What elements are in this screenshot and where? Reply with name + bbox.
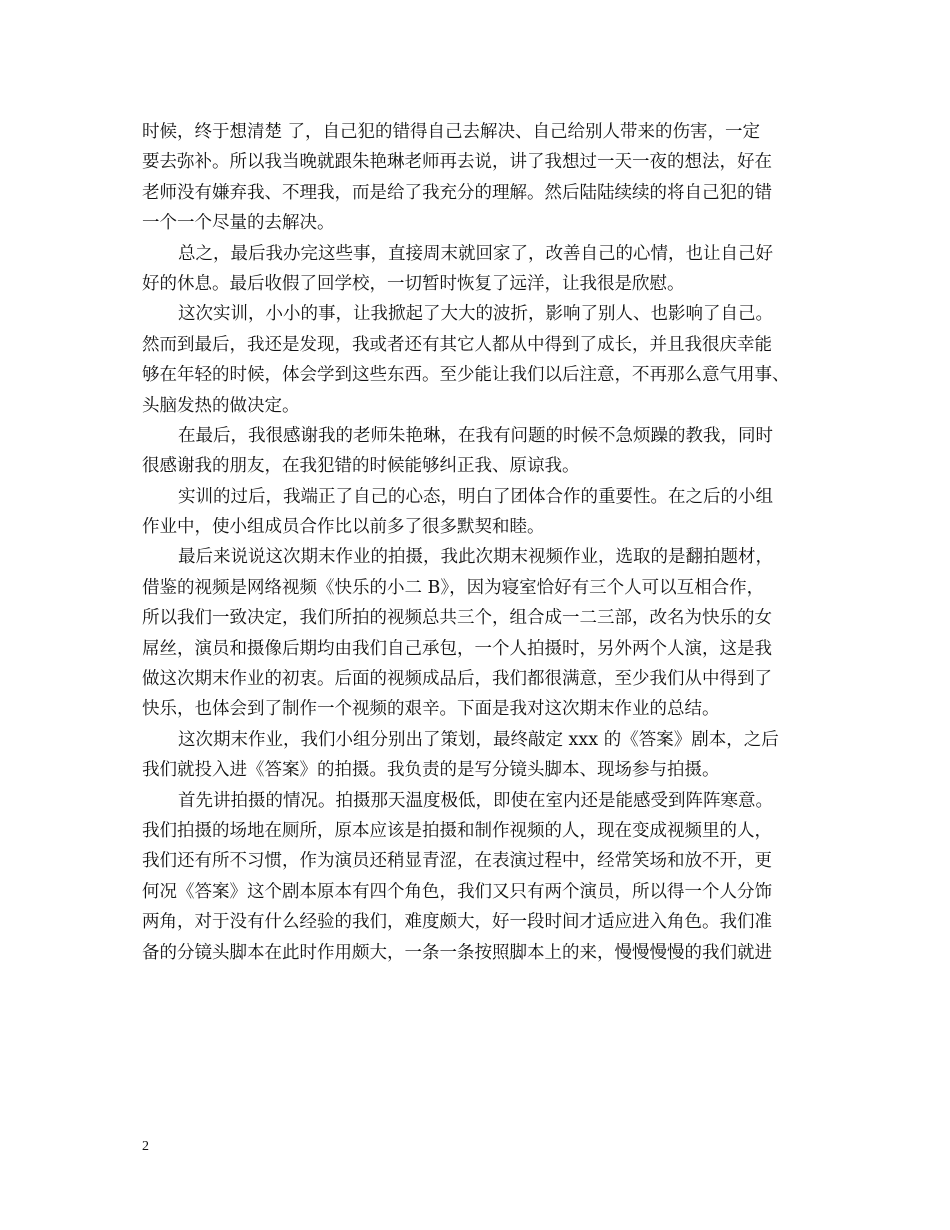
text-line: 我们拍摄的场地在厕所，原本应该是拍摄和制作视频的人，现在变成视频里的人， [142, 820, 772, 841]
text-line: 很感谢我的朋友，在我犯错的时候能够纠正我、原谅我。 [142, 456, 580, 477]
text-line: 够在年轻的时候，体会学到这些东西。至少能让我们以后注意，不再那么意气用事、 [142, 365, 790, 386]
text-line: 实训的过后，我端正了自己的心态，明白了团体合作的重要性。在之后的小组 [178, 486, 773, 507]
body-text [142, 117, 812, 968]
text-line: 这次实训，小小的事，让我掀起了大大的波折，影响了别人、也影响了自己。 [178, 304, 773, 325]
text-line: 做这次期末作业的初衷。后面的视频成品后，我们都很满意，至少我们从中得到了 [142, 669, 772, 690]
text-line: 头脑发热的做决定。 [142, 395, 300, 416]
text-line: 屌丝，演员和摄像后期均由我们自己承包，一个人拍摄时，另外两个人演，这是我 [142, 638, 772, 659]
text-line: 这次期末作业，我们小组分别出了策划，最终敲定 xxx 的《答案》剧本，之后 [178, 729, 779, 750]
text-line: 两角，对于没有什么经验的我们，难度颇大，好一段时间才适应进入角色。我们准 [142, 912, 772, 933]
text-line: 总之，最后我办完这些事，直接周末就回家了，改善自己的心情，也让自己好 [178, 243, 773, 264]
text-line: 我们就投入进《答案》的拍摄。我负责的是写分镜头脚本、现场参与拍摄。 [142, 760, 720, 781]
text-line: 所以我们一致决定，我们所拍的视频总共三个，组合成一二三部，改名为快乐的女 [142, 608, 772, 629]
text-line: 备的分镜头脚本在此时作用颇大，一条一条按照脚本上的来，慢慢慢慢的我们就进 [142, 942, 772, 963]
text-line: 我们还有所不习惯，作为演员还稍显青涩，在表演过程中，经常笑场和放不开，更 [142, 851, 772, 872]
text-line: 老师没有嫌弃我、不理我，而是给了我充分的理解。然后陆陆续续的将自己犯的错 [142, 182, 772, 203]
text-line: 好的休息。最后收假了回学校，一切暂时恢复了远洋，让我很是欣慰。 [142, 273, 685, 294]
text-line: 何况《答案》这个剧本原本有四个角色，我们又只有两个演员，所以得一个人分饰 [142, 881, 772, 902]
text-line: 在最后，我很感谢我的老师朱艳琳，在我有问题的时候不急烦躁的教我，同时 [178, 425, 773, 446]
text-line: 一个一个尽量的去解决。 [142, 213, 335, 234]
text-line: 最后来说说这次期末作业的拍摄，我此次期末视频作业，选取的是翻拍题材， [178, 547, 773, 568]
text-line: 快乐，也体会到了制作一个视频的艰辛。下面是我对这次期末作业的总结。 [142, 699, 720, 720]
text-line: 借鉴的视频是网络视频《快乐的小二 B》，因为寝室恰好有三个人可以互相合作， [142, 577, 765, 598]
text-line: 时候，终于想清楚 了，自己犯的错得自己去解决、自己给别人带来的伤害，一定 [142, 122, 761, 142]
page-number: 2 [142, 1139, 149, 1154]
text-line: 然而到最后，我还是发现，我或者还有其它人都从中得到了成长，并且我很庆幸能 [142, 334, 772, 355]
text-line: 首先讲拍摄的情况。拍摄那天温度极低，即使在室内还是能感受到阵阵寒意。 [178, 790, 773, 811]
text-line: 要去弥补。所以我当晚就跟朱艳琳老师再去说，讲了我想过一天一夜的想法，好在 [142, 152, 772, 173]
text-line: 作业中，使小组成员合作比以前多了很多默契和睦。 [142, 517, 545, 538]
